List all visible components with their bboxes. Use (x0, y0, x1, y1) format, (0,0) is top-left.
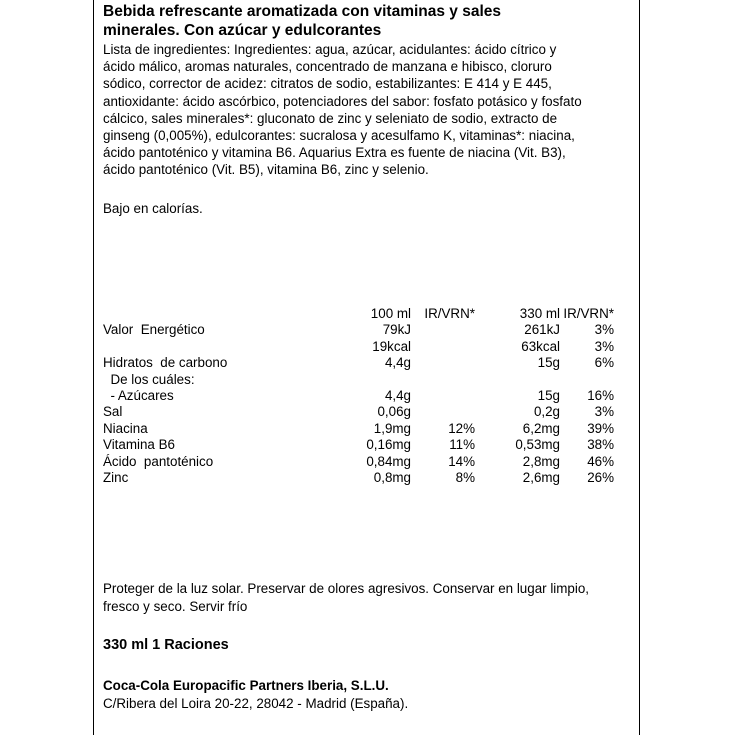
title-line: Bebida refrescante aromatizada con vitaminas y sales (103, 3, 502, 20)
nutrition-cell: 46% (587, 453, 614, 469)
nutrition-cell: 16% (587, 388, 614, 404)
nutrition-cell: 2,8mg (522, 453, 560, 469)
nutrition-cell: 0,2g (533, 404, 560, 420)
nutrition-cell: 3% (594, 404, 614, 420)
nutrition-cell: Hidratos de carbono (103, 355, 228, 371)
nutrition-cell: Vitamina B6 (103, 437, 175, 453)
nutrition-header-cell: IR/VRN* (424, 306, 475, 321)
nutrition-cell (411, 388, 475, 404)
nutrition-cell: 4,4g (384, 388, 411, 404)
nutrition-row (103, 372, 614, 388)
nutrition-cell: 6% (594, 355, 614, 371)
company-name: Coca-Cola Europacific Partners Iberia, S.L.U. (103, 678, 389, 693)
nutrition-cell: 6,2mg (522, 420, 560, 436)
nutrition-cell (475, 372, 560, 388)
nutrition-cell (411, 404, 475, 420)
ingredients-line: cálcico, sales minerales*: gluconato de zinc y seleniato de sodio, extracto de (103, 110, 558, 126)
nutrition-cell: - Azúcares (103, 388, 174, 404)
storage-line: Proteger de la luz solar. Preservar de olores agresivos. Conservar en lugar limpio, (103, 581, 590, 596)
nutrition-cell: 26% (587, 470, 614, 486)
nutrition-cell: 12% (448, 420, 475, 436)
nutrition-cell (411, 372, 475, 388)
nutrition-row (103, 437, 614, 453)
nutrition-cell (560, 372, 614, 388)
low-calorie-note: Bajo en calorías. (103, 201, 203, 216)
nutrition-table (103, 306, 614, 486)
nutrition-row (103, 355, 614, 371)
storage-instructions (103, 580, 623, 616)
nutrition-cell (366, 372, 411, 388)
portion-info: 330 ml 1 Raciones (103, 637, 229, 653)
nutrition-cell (103, 339, 366, 355)
nutrition-cell: Valor Energético (103, 322, 205, 338)
storage-line: fresco y seco. Servir frío (103, 599, 248, 614)
nutrition-cell: 14% (448, 453, 475, 469)
nutrition-cell: 15g (537, 355, 560, 371)
nutrition-cell: 0,8mg (373, 470, 411, 486)
nutrition-row (103, 454, 614, 470)
nutrition-header-cell: IR/VRN* (563, 306, 614, 321)
ingredients-text (103, 41, 631, 179)
ingredients-line: antioxidante: ácido ascórbico, potenciadores del sabor: fosfato potásico y fosfato (103, 93, 582, 109)
nutrition-header-cell: 100 ml (370, 306, 411, 321)
nutrition-row (103, 339, 614, 355)
nutrition-cell: 8% (455, 470, 475, 486)
product-title (103, 2, 631, 40)
nutrition-row (103, 470, 614, 486)
nutrition-cell: 19kcal (372, 338, 411, 354)
nutrition-cell: 261kJ (524, 322, 560, 338)
nutrition-cell: 0,16mg (366, 437, 411, 453)
nutrition-cell: 0,06g (377, 404, 411, 420)
nutrition-cell: Ácido pantoténico (103, 453, 214, 469)
nutrition-header-cell: 330 ml (519, 306, 560, 321)
ingredients-line: ácido pantoténico y vitamina B6. Aquarius Extra es fuente de niacina (Vit. B3), (103, 145, 566, 161)
nutrition-cell: 0,84mg (366, 453, 411, 469)
nutrition-cell: 4,4g (384, 355, 411, 371)
nutrition-cell: Zinc (103, 470, 129, 486)
nutrition-cell: 3% (594, 322, 614, 338)
nutrition-row (103, 388, 614, 404)
nutrition-header-row (103, 306, 614, 322)
nutrition-cell: 79kJ (382, 322, 411, 338)
company-address: C/Ribera del Loira 20-22, 28042 - Madrid (España). (103, 696, 409, 711)
nutrition-row (103, 404, 614, 420)
ingredients-line: ginseng (0,005%), edulcorantes: sucralosa y acesulfamo K, vitaminas*: niacina, (103, 128, 575, 144)
nutrition-cell (411, 355, 475, 371)
nutrition-cell (411, 339, 475, 355)
nutrition-cell: 63kcal (521, 338, 560, 354)
nutrition-cell: 38% (587, 437, 614, 453)
nutrition-header-cell (103, 306, 366, 322)
nutrition-cell: De los cuáles: (103, 371, 195, 387)
nutrition-row (103, 421, 614, 437)
company-info (103, 677, 408, 713)
ingredients-line: ácido pantoténico (Vit. B5), vitamina B6, zinc y selenio. (103, 162, 429, 178)
label-content (103, 0, 631, 711)
nutrition-cell: 0,53mg (515, 437, 560, 453)
ingredients-line: Lista de ingredientes: Ingredientes: agua, azúcar, acidulantes: ácido cítrico y (103, 42, 557, 57)
nutrition-cell: 15g (537, 388, 560, 404)
label-frame (93, 0, 640, 735)
nutrition-cell: 3% (594, 338, 614, 354)
nutrition-cell: Sal (103, 404, 123, 420)
ingredients-line: ácido málico, aromas naturales, concentrado de manzana e hibisco, cloruro (103, 59, 552, 75)
nutrition-cell: 11% (449, 437, 475, 453)
nutrition-cell: 39% (587, 420, 614, 436)
nutrition-cell: Niacina (103, 420, 148, 436)
nutrition-cell (411, 322, 475, 338)
nutrition-cell: 1,9mg (373, 420, 411, 436)
ingredients-line: sódico, corrector de acidez: citratos de sodio, estabilizantes: E 414 y E 445, (103, 76, 552, 92)
nutrition-row (103, 322, 614, 338)
title-line: minerales. Con azúcar y edulcorantes (103, 22, 382, 39)
nutrition-cell: 2,6mg (522, 470, 560, 486)
